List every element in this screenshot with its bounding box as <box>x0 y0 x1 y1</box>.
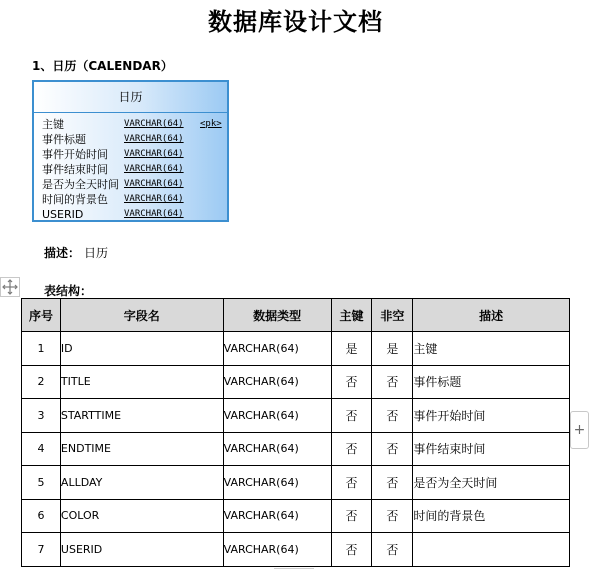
not-null-flag: 否 <box>372 365 413 399</box>
row-number: 3 <box>22 399 61 433</box>
table-description <box>44 244 108 261</box>
table-move-handle[interactable] <box>0 277 20 297</box>
not-null-flag: 是 <box>372 332 413 366</box>
primary-key-flag: 否 <box>331 499 372 533</box>
not-null-flag: 否 <box>372 499 413 533</box>
field-name: ID <box>60 332 223 366</box>
primary-key-flag: 否 <box>331 466 372 500</box>
field-name: ENDTIME <box>60 432 223 466</box>
header-cell: 主键 <box>331 299 372 332</box>
entity-columns <box>34 113 227 222</box>
table-row <box>22 332 570 366</box>
description-label: 描述： <box>44 246 81 260</box>
row-number: 6 <box>22 499 61 533</box>
entity-column-name: 时间的背景色 <box>42 193 108 206</box>
scroll-indicator <box>274 568 314 574</box>
field-description: 事件标题 <box>413 365 570 399</box>
field-description: 主键 <box>413 332 570 366</box>
data-type: VARCHAR(64) <box>223 432 331 466</box>
field-description: 事件开始时间 <box>413 399 570 433</box>
primary-key-flag: 否 <box>331 432 372 466</box>
entity-column-row <box>42 177 227 192</box>
header-cell: 序号 <box>22 299 61 332</box>
entity-column-name: 主键 <box>42 118 64 131</box>
section-heading: 1、日历（CALENDAR） <box>32 59 173 73</box>
table-row <box>22 365 570 399</box>
table-row <box>22 399 570 433</box>
entity-column-name: 事件结束时间 <box>42 163 108 176</box>
entity-column-name: USERID <box>42 208 84 221</box>
table-row <box>22 533 570 567</box>
header-cell: 字段名 <box>60 299 223 332</box>
structure-table <box>21 298 570 567</box>
entity-column-type: VARCHAR(64) <box>124 134 184 144</box>
row-number: 1 <box>22 332 61 366</box>
move-icon <box>1 278 19 296</box>
entity-column-row <box>42 132 227 147</box>
entity-diagram <box>32 80 229 222</box>
data-type: VARCHAR(64) <box>223 399 331 433</box>
primary-key-flag: 否 <box>331 399 372 433</box>
primary-key-flag: 否 <box>331 365 372 399</box>
field-name: ALLDAY <box>60 466 223 500</box>
field-name: COLOR <box>60 499 223 533</box>
entity-column-type: VARCHAR(64) <box>124 179 184 189</box>
header-cell: 描述 <box>413 299 570 332</box>
field-name: STARTTIME <box>60 399 223 433</box>
entity-column-row <box>42 117 227 132</box>
not-null-flag: 否 <box>372 533 413 567</box>
table-row <box>22 432 570 466</box>
entity-column-name: 事件标题 <box>42 133 86 146</box>
entity-column-type: VARCHAR(64) <box>124 209 184 219</box>
table-header-row <box>22 299 570 332</box>
data-type: VARCHAR(64) <box>223 533 331 567</box>
field-name: TITLE <box>60 365 223 399</box>
entity-column-row <box>42 147 227 162</box>
entity-column-row <box>42 162 227 177</box>
primary-key-flag: 否 <box>331 533 372 567</box>
field-description: 是否为全天时间 <box>413 466 570 500</box>
field-description: 事件结束时间 <box>413 432 570 466</box>
description-value: 日历 <box>84 246 109 260</box>
data-type: VARCHAR(64) <box>223 332 331 366</box>
entity-name: 日历 <box>34 82 227 113</box>
entity-column-row <box>42 192 227 207</box>
data-type: VARCHAR(64) <box>223 365 331 399</box>
not-null-flag: 否 <box>372 466 413 500</box>
entity-column-type: VARCHAR(64) <box>124 194 184 204</box>
field-name: USERID <box>60 533 223 567</box>
field-description: 时间的背景色 <box>413 499 570 533</box>
add-row-button[interactable] <box>570 411 589 449</box>
entity-column-key: <pk> <box>200 119 222 129</box>
plus-icon: + <box>573 422 586 438</box>
table-row <box>22 499 570 533</box>
not-null-flag: 否 <box>372 432 413 466</box>
entity-column-type: VARCHAR(64) <box>124 149 184 159</box>
header-cell: 非空 <box>372 299 413 332</box>
data-type: VARCHAR(64) <box>223 466 331 500</box>
data-type: VARCHAR(64) <box>223 499 331 533</box>
field-description <box>413 533 570 567</box>
entity-column-name: 是否为全天时间 <box>42 178 119 191</box>
table-row <box>22 466 570 500</box>
structure-label: 表结构： <box>44 284 93 298</box>
document-title: 数据库设计文档 <box>208 7 383 36</box>
not-null-flag: 否 <box>372 399 413 433</box>
entity-column-row <box>42 207 227 222</box>
row-number: 2 <box>22 365 61 399</box>
row-number: 7 <box>22 533 61 567</box>
entity-column-type: VARCHAR(64) <box>124 119 184 129</box>
row-number: 5 <box>22 466 61 500</box>
entity-column-name: 事件开始时间 <box>42 148 108 161</box>
row-number: 4 <box>22 432 61 466</box>
header-cell: 数据类型 <box>223 299 331 332</box>
primary-key-flag: 是 <box>331 332 372 366</box>
entity-column-type: VARCHAR(64) <box>124 164 184 174</box>
